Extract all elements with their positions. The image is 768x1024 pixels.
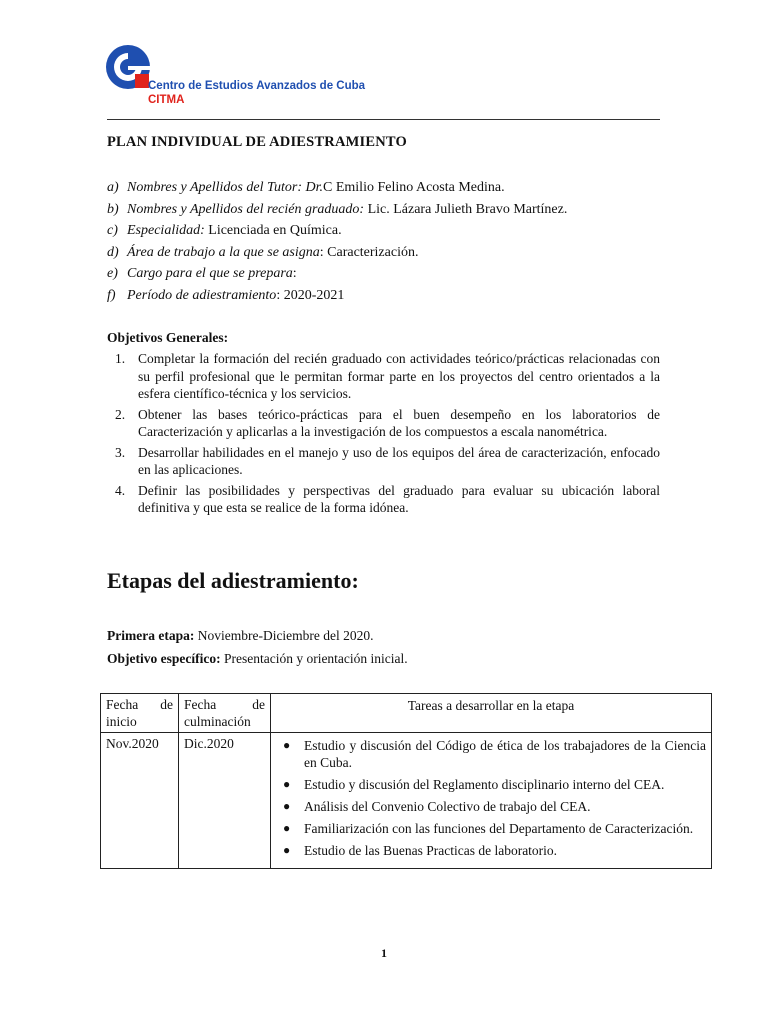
bullet-icon: ● — [283, 843, 291, 857]
objective-item: 1. Completar la formación del recién graduado con actividades teórico/prácticas relacionadas con su perfil profesional que le permitan formar parte en los proyectos del centro orientados a la esfera científico-técnica y los servicios. — [115, 351, 660, 401]
header-end-date: Fecha de culminación — [179, 694, 271, 733]
task-item: ● Familiarización con las funciones del Departamento de Caracterización. — [283, 821, 694, 836]
header-divider — [107, 119, 660, 120]
bullet-icon: ● — [283, 777, 291, 791]
tasks-table — [100, 693, 712, 869]
header-start-date: Fecha de inicio — [101, 694, 179, 733]
task-list — [276, 737, 706, 866]
org-subtitle: CITMA — [148, 94, 185, 106]
bullet-icon: ● — [283, 738, 291, 752]
page-number: 1 — [381, 946, 387, 960]
info-item-tutor: a) Nombres y Apellidos del Tutor: Dr.C Emilio Felino Acosta Medina. — [107, 180, 505, 195]
bullet-icon: ● — [283, 821, 291, 835]
objectives-heading: Objetivos Generales: — [107, 330, 229, 345]
objective-item: 4. Definir las posibilidades y perspectivas del graduado para evaluar su ubicación laboral definitiva y que esta se realice de la forma idónea. — [115, 482, 660, 515]
cea-logo — [105, 44, 151, 90]
task-item: ● Estudio y discusión del Código de ética de los trabajadores de la Ciencia en Cuba. — [283, 738, 706, 770]
stage-period: Primera etapa: Noviembre-Diciembre del 2020. — [107, 628, 374, 643]
task-item: ● Estudio y discusión del Reglamento disciplinario interno del CEA. — [283, 777, 665, 792]
table-header-row — [101, 694, 712, 733]
cell-tasks — [271, 733, 712, 869]
cell-end-date: Dic.2020 — [179, 733, 271, 869]
info-item-graduate: b) Nombres y Apellidos del recién graduado: Lic. Lázara Julieth Bravo Martínez. — [107, 201, 568, 217]
task-item: ● Análisis del Convenio Colectivo de trabajo del CEA. — [283, 799, 591, 814]
org-name: Centro de Estudios Avanzados de Cuba — [148, 80, 366, 92]
logo-red-square — [135, 74, 149, 88]
document-title: PLAN INDIVIDUAL DE ADIESTRAMIENTO — [107, 134, 408, 150]
objective-item: 3. Desarrollar habilidades en el manejo y uso de los equipos del área de caracterización, enfocado en las aplicaciones. — [115, 444, 660, 477]
info-list — [107, 177, 707, 307]
stages-heading: Etapas del adiestramiento: — [107, 568, 359, 593]
info-item-specialty: c) Especialidad: Licenciada en Química. — [107, 223, 342, 239]
objective-item: 2. Obtener las bases teórico-prácticas para el buen desempeño en los laboratorios de Caracterización y aplicarlas a la investigación de los compuestos a escala nanométrica. — [115, 406, 660, 439]
info-item-work-area: d) Área de trabajo a la que se asigna: Caracterización. — [107, 244, 419, 260]
header-tasks: Tareas a desarrollar en la etapa — [271, 694, 712, 733]
cell-start-date: Nov.2020 — [101, 733, 179, 869]
info-item-period: f) Período de adiestramiento: 2020-2021 — [107, 287, 345, 303]
stage-objective: Objetivo específico: Presentación y orientación inicial. — [107, 651, 408, 666]
bullet-icon: ● — [283, 799, 291, 813]
task-item: ● Estudio de las Buenas Practicas de laboratorio. — [283, 843, 558, 858]
info-item-position: e) Cargo para el que se prepara: — [107, 266, 297, 282]
logo-bar — [128, 66, 151, 70]
objectives-list — [107, 350, 660, 520]
table-row — [101, 733, 712, 869]
